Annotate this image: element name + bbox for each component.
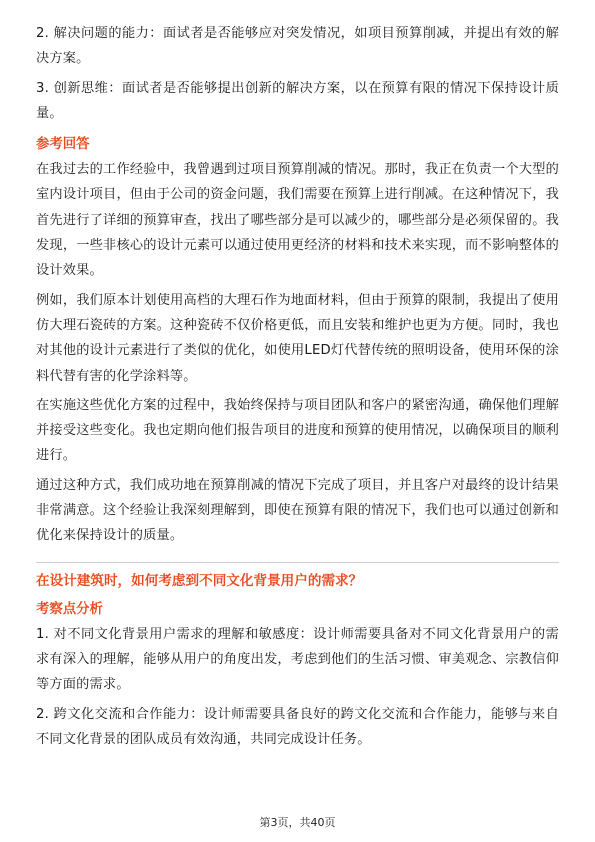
answer-heading: 参考回答: [36, 137, 90, 153]
section-divider: [36, 562, 559, 563]
answer-paragraph: 通过这种方式，我们成功地在预算削减的情况下完成了项目，并且客户对最终的设计结果非常满意。这个经验让我深刻理解到，即使在预算有限的情况下，我们也可以通过创新和优化来保持设计的质量。: [36, 477, 559, 544]
evaluation-point: 2. 跨文化交流和合作能力：设计师需要具备良好的跨文化交流和合作能力，能够与来自不同文化背景的团队成员有效沟通，共同完成设计任务。: [36, 706, 559, 747]
evaluation-point: 3. 创新思维：面试者是否能够提出创新的解决方案，以在预算有限的情况下保持设计质量。: [36, 80, 559, 121]
answer-paragraph: 例如，我们原本计划使用高档的大理石作为地面材料，但由于预算的限制，我提出了使用仿大理石瓷砖的方案。这种瓷砖不仅价格更低，而且安装和维护也更为方便。同时，我也对其他的设计元素进行了类似的优化，如使用LED灯代替传统的照明设备，使用环保的涂料代替有害的化学涂料等。: [36, 292, 559, 384]
evaluation-point: 1. 对不同文化背景用户需求的理解和敏感度：设计师需要具备对不同文化背景用户的需求有深入的理解，能够从用户的角度出发，考虑到他们的生活习惯、审美观念、宗教信仰等方面的需求。: [36, 626, 559, 693]
answer-paragraph: 在我过去的工作经验中，我曾遇到过项目预算削减的情况。那时，我正在负责一个大型的室内设计项目，但由于公司的资金问题，我们需要在预算上进行削减。在这种情况下，我首先进行了详细的预算审查，找出了哪些部分是可以减少的，哪些部分是必须保留的。我发现，一些非核心的设计元素可以通过使用更经济的材料和技术来实现，而不影响整体的设计效果。: [36, 162, 559, 279]
analysis-heading: 考察点分析: [36, 601, 103, 617]
evaluation-point: 2. 解决问题的能力：面试者是否能够应对突发情况，如项目预算削减，并提出有效的解决方案。: [36, 26, 559, 67]
page-number: 第3页，共40页: [259, 816, 336, 829]
question-title: 在设计建筑时，如何考虑到不同文化背景用户的需求？: [36, 572, 363, 589]
answer-paragraph: 在实施这些优化方案的过程中，我始终保持与项目团队和客户的紧密沟通，确保他们理解并接受这些变化。我也定期向他们报告项目的进度和预算的使用情况，以确保项目的顺利进行。: [36, 397, 559, 464]
page-content: [36, 21, 559, 752]
